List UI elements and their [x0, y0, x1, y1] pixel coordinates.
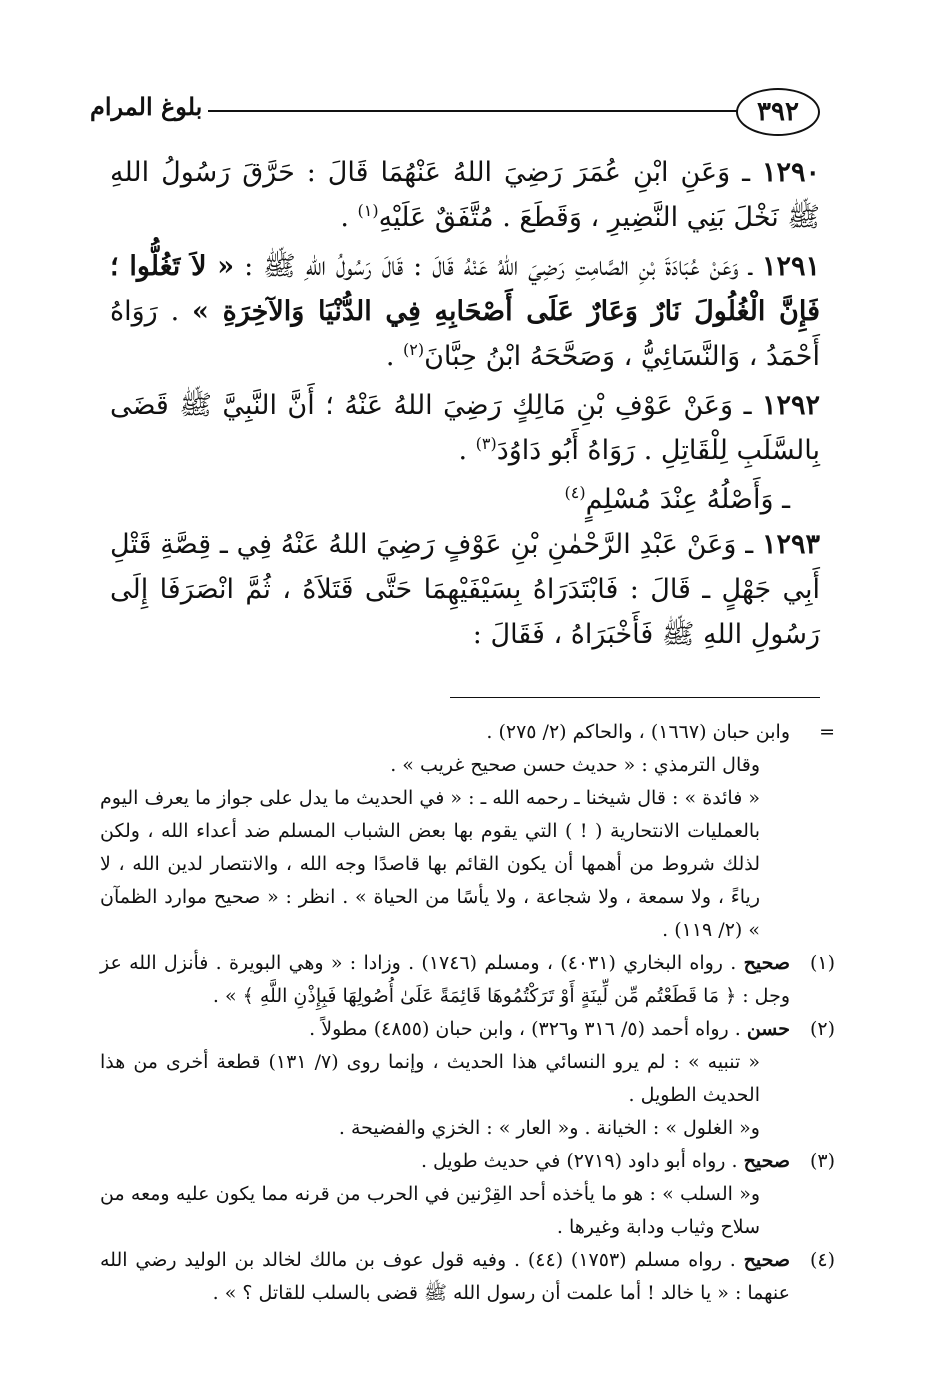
footnote-line: « فائدة » : قال شيخنا ـ رحمه الله ـ : « في الحديث ما يدل على جواز ما يعرف اليوم بالعمليات الانتحارية ( ! ) التي يقوم بها بعض الشباب المسلم ضد أعداء الله ، ولكن لذلك شروط من أهمها أن يكون القائم بها قاصدًا وجه الله ، والانتصار لدين الله ، لا رياءً ، ولا سمعة ، ولا شجاعة ، ولا يأسًا من الحياة » . انظر : « صحيح موارد الظمآن » (٢/ ١١٩) .: [100, 787, 760, 941]
hadith-source: . رَوَاهُ أَحْمَدُ ، وَالنَّسَائِيُّ ، وَصَحَّحَهُ ابْنُ حِبَّانَ: [110, 296, 820, 372]
footnote-ref[interactable]: (٣): [475, 434, 497, 453]
continuation-body: [100, 716, 790, 947]
header-rule: [208, 110, 738, 112]
footnote-marker: (٤): [809, 1249, 835, 1271]
footnote-line: « تنبيه » : لم يرو النسائي هذا الحديث ، وإنما روى (٧/ ١٣١) قطعة أخرى من هذا الحديث الطويل .: [100, 1051, 760, 1106]
footnote-1: [100, 947, 835, 1013]
footnote-separator: [450, 697, 820, 698]
hadith-number: ١٢٩١: [761, 251, 820, 282]
footnote-text: . رواه أحمد (٥/ ٣١٦ و٣٢٦) ، وابن حبان (٤٨٥٥) مطولاً .: [309, 1018, 747, 1040]
hadith-1290: [110, 150, 820, 240]
footnote-2: [100, 1013, 835, 1145]
footnote-3: [100, 1145, 835, 1244]
footnotes: [100, 716, 835, 1310]
footnote-marker: (٢): [809, 1018, 835, 1040]
hadith-quote: « لاَ تَغُلُّوا ؛ فَإِنَّ الْغُلُولَ نَارٌ وَعَارٌ عَلَى أَصْحَابِهِ فِي الدُّنْيَا وَالآخِرَةِ »: [110, 251, 820, 327]
footnote-body: [100, 1244, 790, 1310]
main-text: [110, 150, 820, 661]
hadith-text: ـ وَعَنْ عَوْفِ بْنِ مَالِكٍ رَضِيَ اللهُ عَنْهُ ؛ أَنَّ النَّبِيَّ ﷺ قَضَى بِالسَّلَبِ لِلْقَاتِلِ . رَوَاهُ أَبُو دَاوُدَ: [110, 390, 820, 466]
footnote-marker: (٣): [809, 1150, 835, 1172]
addendum-text: ـ وَأَصْلُهُ عِنْدَ مُسْلِمٍ: [585, 484, 790, 515]
hadith-text: ـ وَعَنْ عَبْدِ الرَّحْمٰنِ بْنِ عَوْفٍ رَضِيَ اللهُ عَنْهُ فِي ـ قِصَّةِ قَتْلِ أَبِي جَهْلٍ ـ قَالَ : فَابْتَدَرَاهُ بِسَيْفَيْهِمَا حَتَّى قَتَلاَهُ ، ثُمَّ انْصَرَفَا إِلَى رَسُولِ اللهِ ﷺ فَأَخْبَرَاهُ ، فَقَالَ :: [110, 529, 820, 650]
hadith-1292: [110, 383, 820, 473]
grade: صحيح: [743, 952, 790, 974]
footnote-line: [100, 1244, 790, 1310]
page-header: [90, 88, 820, 138]
footnote-line: وقال الترمذي : « حديث حسن صحيح غريب » .: [390, 754, 760, 776]
hadith-end: .: [340, 202, 358, 233]
footnote-line: و« السلب » : هو ما يأخذه أحد القِرْنين في الحرب من قرنه مما يكون عليه ومعه من سلاح وثياب ودابة وغيرها .: [100, 1183, 760, 1238]
footnote-line: [100, 947, 790, 1013]
hadith-text: ـ وَعَنِ ابْنِ عُمَرَ رَضِيَ اللهُ عَنْهُمَا قَالَ : حَرَّقَ رَسُولُ اللهِ ﷺ نَخْلَ بَنِي النَّضِيرِ ، وَقَطَعَ . مُتَّفَقٌ عَلَيْهِ: [110, 157, 820, 233]
footnote-text: . رواه البخاري (٤٠٣١) ، ومسلم (١٧٤٦) . وزادا : « وهي البويرة . فأنزل الله عز وجل : ﴿ مَا قَطَعْتُم مِّن لِّينَةٍ أَوْ تَرَكْتُمُوهَا قَائِمَةً عَلَىٰ أُصُولِهَا فَبِإِذْنِ اللَّهِ ﴾ » .: [100, 952, 790, 1007]
grade: صحيح: [743, 1150, 790, 1172]
footnote-text: . رواه أبو داود (٢٧١٩) في حديث طويل .: [420, 1150, 744, 1172]
footnote-line: [100, 1013, 790, 1046]
footnote-body: [100, 947, 790, 1013]
hadith-1291: [110, 244, 820, 379]
footnote-line: و« الغلول » : الخيانة . و« العار » : الخزي والفضيحة .: [338, 1117, 760, 1139]
footnote-4: [100, 1244, 835, 1310]
footnote-body: [100, 1013, 790, 1145]
grade: صحيح: [743, 1249, 790, 1271]
hadith-number: ١٢٩٢: [761, 390, 820, 421]
hadith-1292-addendum: [110, 477, 820, 522]
footnote-marker: (١): [809, 952, 835, 974]
hadith-number: ١٢٩٠: [761, 157, 820, 188]
footnote-continuation: [100, 716, 835, 947]
hadith-1293: [110, 522, 820, 657]
hadith-end: .: [458, 435, 476, 466]
footnote-ref[interactable]: (٤): [564, 483, 586, 502]
hadith-number: ١٢٩٣: [762, 529, 821, 560]
page-number: ٣٩٢: [736, 88, 820, 136]
footnote-ref[interactable]: (٢): [403, 340, 425, 359]
hadith-end: .: [385, 341, 403, 372]
hadith-text: ـ وَعَنْ عُبَادَةَ بْنِ الصَّامِتِ رَضِيَ اللهُ عَنْهُ قَالَ : قَالَ رَسُولُ اللهِ ﷺ :: [244, 251, 752, 282]
footnote-line: وابن حبان (١٦٦٧) ، والحاكم (٢/ ٢٧٥) .: [486, 721, 790, 743]
footnote-text: . رواه مسلم (١٧٥٣) (٤٤) . وفيه قول عوف بن مالك لخالد بن الوليد رضي الله عنهما : « يا خالد ! أما علمت أن رسول الله ﷺ قضى بالسلب للقاتل ؟ » .: [100, 1249, 790, 1304]
footnote-ref[interactable]: (١): [357, 201, 379, 220]
grade: حسن: [746, 1018, 790, 1040]
book-title: بلوغ المرام: [90, 92, 203, 121]
continuation-marker: =: [819, 721, 835, 743]
footnote-line: [100, 1145, 790, 1178]
footnote-body: [100, 1145, 790, 1244]
